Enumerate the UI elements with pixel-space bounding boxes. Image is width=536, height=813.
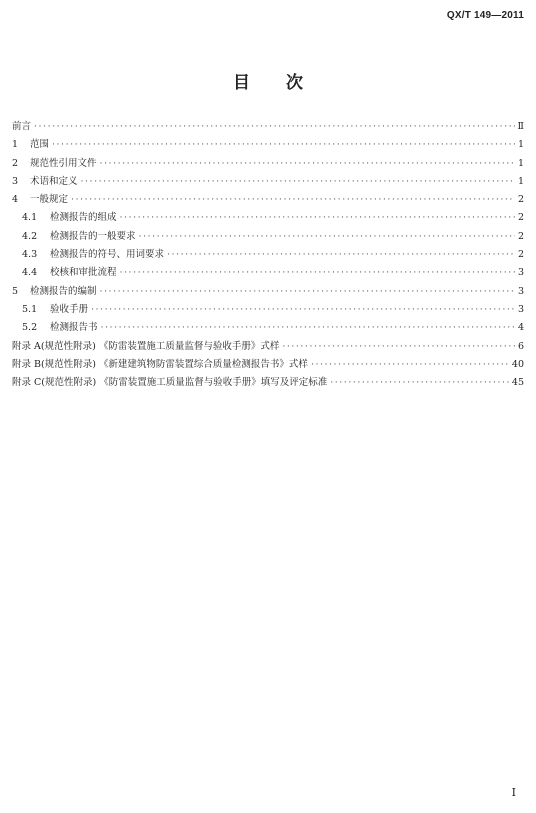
toc-entry[interactable] — [12, 246, 524, 264]
toc-entry-title: 附录 B(规范性附录) 《新建建筑物防雷装置综合质量检测报告书》式样 — [12, 358, 308, 370]
toc-entry-label — [22, 319, 98, 333]
toc-entry-page: 3 — [517, 267, 524, 279]
toc-entry[interactable] — [12, 301, 524, 319]
dot-leader — [167, 249, 515, 260]
toc-entry[interactable] — [12, 356, 524, 374]
toc-entry[interactable] — [12, 136, 524, 154]
toc-entry-number: 4.2 — [22, 230, 38, 242]
standard-code: QX/T 149—2011 — [446, 10, 524, 21]
title-char-2: 次 — [286, 73, 303, 93]
toc-entry-page: 3 — [517, 303, 524, 315]
toc-entry-number: 1 — [12, 139, 19, 151]
toc-entry[interactable] — [12, 191, 524, 209]
toc-entry-page: 2 — [517, 230, 524, 242]
toc-entry-title: 检测报告的符号、用词要求 — [50, 249, 165, 261]
toc-entry-page: Ⅱ — [517, 121, 524, 132]
dot-leader — [34, 121, 515, 132]
toc-entry-title: 检测报告的一般要求 — [50, 230, 136, 242]
toc-entry-number: 4.1 — [22, 212, 38, 224]
toc-entry-page: 4 — [517, 322, 524, 334]
toc-entry-title: 范围 — [30, 139, 50, 151]
toc-entry-page: 1 — [517, 157, 524, 169]
dot-leader — [282, 341, 515, 352]
dot-leader — [120, 212, 515, 223]
toc-entry-title: 规范性引用文件 — [30, 157, 97, 169]
toc-entry-title: 一般规定 — [30, 194, 69, 206]
toc-entry-number: 4.3 — [22, 249, 38, 261]
toc-entry-page: 6 — [517, 340, 524, 352]
toc-entry-label — [12, 374, 327, 388]
toc-entry-title: 校核和审批流程 — [50, 267, 117, 279]
toc-entry-label — [12, 338, 279, 352]
page-number: Ⅰ — [511, 786, 516, 799]
dot-leader — [311, 359, 509, 370]
toc-entry-number: 5 — [12, 285, 19, 297]
toc-entry-title: 前言 — [12, 121, 32, 132]
toc-entry-page: 2 — [517, 194, 524, 206]
dot-leader — [139, 231, 515, 242]
toc-entry-page: 45 — [511, 377, 524, 389]
toc-entry-title: 附录 A(规范性附录) 《防雷装置施工质量监督与验收手册》式样 — [12, 340, 280, 352]
dot-leader — [100, 158, 515, 169]
toc-entry-label — [12, 118, 31, 132]
toc-entry-number: 4 — [12, 194, 19, 206]
toc-entry[interactable] — [12, 228, 524, 246]
dot-leader — [71, 194, 515, 205]
toc-entry[interactable] — [12, 338, 524, 356]
dot-leader — [100, 286, 515, 297]
toc-entry-label — [22, 264, 117, 278]
toc-entry-page: 2 — [517, 212, 524, 224]
toc-entry[interactable] — [12, 319, 524, 337]
toc-entry-label — [12, 136, 49, 150]
page-title — [0, 68, 536, 93]
toc-entry-title: 附录 C(规范性附录) 《防雷装置施工质量监督与验收手册》填写及评定标准 — [12, 377, 328, 389]
toc-entry-page: 1 — [517, 175, 524, 187]
toc-entry-number: 5.1 — [22, 303, 38, 315]
toc-entry-title: 验收手册 — [50, 303, 89, 315]
toc-entry[interactable] — [12, 209, 524, 227]
toc-entry-title: 检测报告的编制 — [30, 285, 97, 297]
toc-entry[interactable] — [12, 118, 524, 136]
toc-entry-page: 1 — [517, 139, 524, 151]
toc-entry-number: 4.4 — [22, 267, 38, 279]
toc-entry[interactable] — [12, 173, 524, 191]
dot-leader — [81, 176, 515, 187]
toc-entry-label — [12, 356, 308, 370]
toc-entry-label — [22, 228, 136, 242]
toc-entry-label — [22, 209, 117, 223]
toc-entry-number: 5.2 — [22, 322, 38, 334]
toc-entry-title: 术语和定义 — [30, 175, 78, 187]
toc-entry-number: 2 — [12, 157, 19, 169]
toc-entry-page: 3 — [517, 285, 524, 297]
dot-leader — [120, 267, 515, 278]
toc-entry-label — [12, 191, 68, 205]
toc-entry-label — [12, 173, 78, 187]
toc-entry-label — [12, 283, 97, 297]
toc-entry-label — [12, 155, 97, 169]
toc-entry[interactable] — [12, 283, 524, 301]
toc-entry-page: 2 — [517, 249, 524, 261]
dot-leader — [52, 139, 515, 150]
toc-entry-page: 40 — [511, 358, 524, 370]
toc-entry-label — [22, 246, 164, 260]
dot-leader — [91, 304, 515, 315]
toc-entry-title: 检测报告书 — [50, 322, 98, 334]
toc-entry-number: 3 — [12, 175, 19, 187]
dot-leader — [330, 377, 509, 388]
table-of-contents — [12, 118, 524, 392]
toc-entry[interactable] — [12, 264, 524, 282]
dot-leader — [101, 322, 515, 333]
toc-entry-title: 检测报告的组成 — [50, 212, 117, 224]
toc-entry-label — [22, 301, 88, 315]
toc-entry[interactable] — [12, 374, 524, 392]
title-char-1: 目 — [233, 73, 250, 93]
toc-entry[interactable] — [12, 155, 524, 173]
